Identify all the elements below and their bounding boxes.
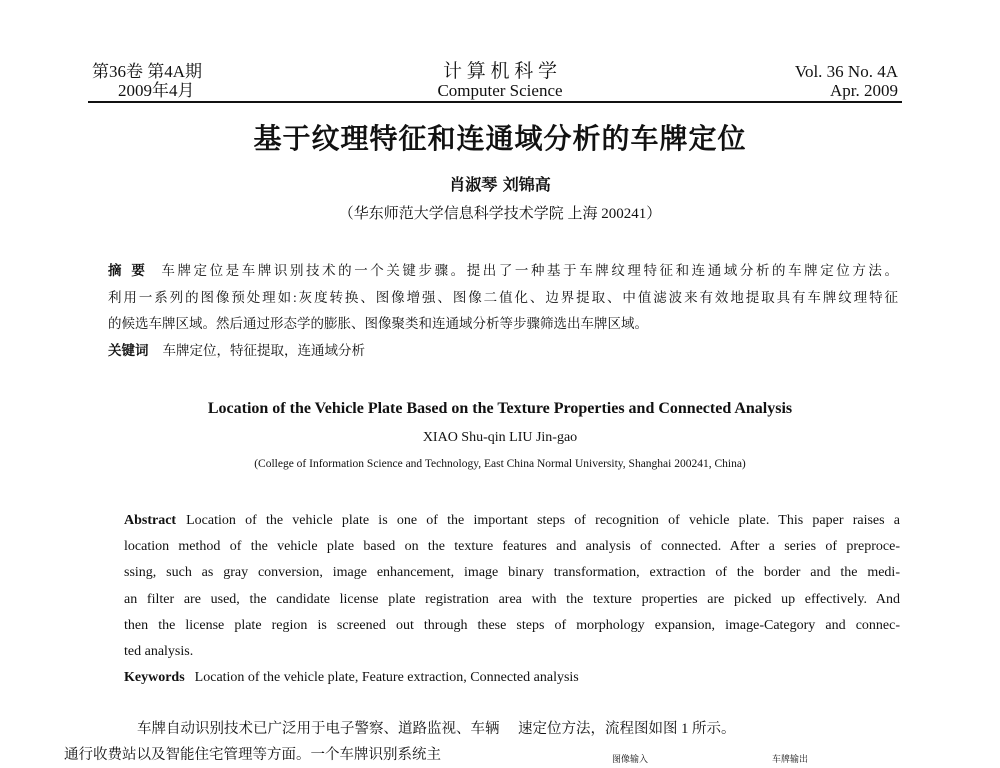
journal-issue: Vol. 36 No. 4A Apr. 2009 [794,62,898,100]
abstract-en: Abstract Location of the vehicle plate is one of the important steps of recognition of vehicle plate. This paper raises a location method of the vehicle plate based on the texture features and analysis of connected. After a series of preproce- ssing, such as gray conversion, image enhancement, image binary transformation, extraction of the border and the medi- an filter are used, the candidate license plate registration area with the texture properties are picked up effectively. And then the license plate region is screened out through these steps of morphology expansion, image-Category and connec- ted analysis. Keywords Location of the vehicle plate, Feature extraction, Connected analysis [124,508,900,691]
figure-label-input: 图像输入 [612,754,649,764]
journal-name: 计 算 机 科 学 Computer Science [437,61,563,100]
authors: 肖淑琴 刘锦高 [449,175,551,194]
paper-title: 基于纹理特征和连通域分析的车牌定位 [253,122,747,155]
keywords-cn: 关键词 车牌定位，特征提取，连通域分析 [108,342,365,359]
affiliation: （华东师范大学信息科学技术学院 上海 200241） [338,206,662,222]
english-title: Location of the Vehicle Plate Based on the Texture Properties and Connected Analysis [207,400,793,417]
abstract-en-label: Abstract [124,513,177,528]
abstract-label: 摘 要 [108,263,148,279]
keywords-en: Keywords Location of the vehicle plate, Feature extraction, Connected analysis [124,670,579,686]
abstract-cn: 摘 要 车牌定位是车牌识别技术的一个关键步骤。提出了一种基于车牌纹理特征和连通域分析的车牌定位方法。 利用一系列的图像预处理如:灰度转换、图像增强、图像二值化、边界提取、中值滤波来有效地提取具有车牌纹理特征 的候选车牌区域。然后通过形态学的膨胀、图像聚类和连通域分析等步骤筛选出车牌区域。 关键词 车牌定位，特征提取，连通域分析 [108,258,898,364]
body-right-column: 速定位方法，流程图如图 1 所示。 [518,721,736,737]
journal-volume: 第36卷 第4A期 2009年4月 [92,62,203,100]
english-authors: XIAO Shu-qin LIU Jin-gao [422,430,578,445]
header-rule [88,101,902,103]
figure-label-output: 车牌输出 [772,754,809,764]
english-affiliation: (College of Information Science and Technology, East China Normal University, Shanghai 200241, China) [254,458,746,470]
body-left-column: 车牌自动识别技术已广泛用于电子警察、道路监视、车辆 通行收费站以及智能住宅管理等方面。一个车牌识别系统主 [64,721,500,763]
